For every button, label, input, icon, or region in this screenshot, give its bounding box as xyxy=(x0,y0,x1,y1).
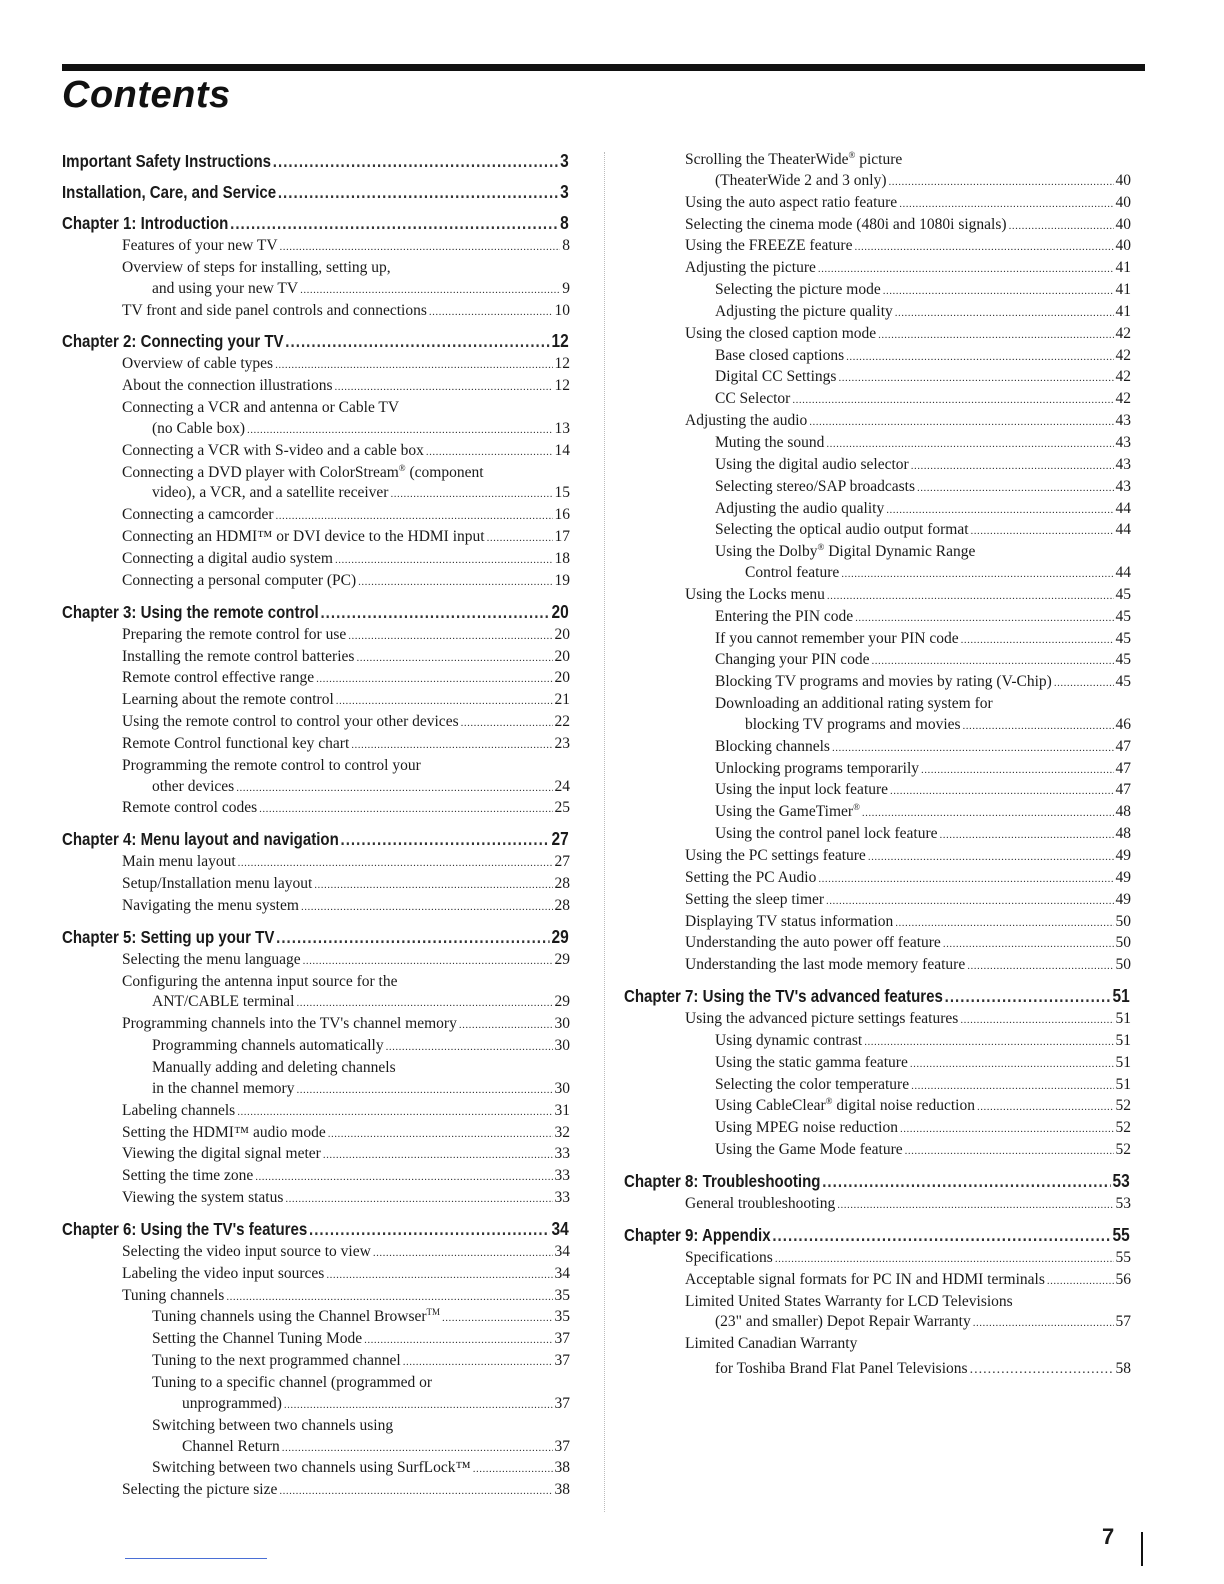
toc-entry[interactable]: Connecting a VCR with S-video and a cable box ..... 14 xyxy=(62,441,570,463)
toc-entry[interactable]: Selecting stereo/SAP broadcasts ..... 43 xyxy=(624,477,1131,499)
toc-entry[interactable]: Connecting a camcorder ..... 16 xyxy=(62,505,570,527)
toc-entry[interactable]: Selecting the picture size ..... 38 xyxy=(62,1480,570,1502)
toc-entry[interactable]: Using CableClear® digital noise reduction ..... 52 xyxy=(624,1096,1131,1118)
toc-entry-text: Connecting a DVD player with ColorStream® (component xyxy=(122,462,484,481)
toc-entry[interactable]: Using the advanced picture settings features ..... 51 xyxy=(624,1009,1131,1031)
toc-entry[interactable]: Preparing the remote control for use ..... 20 xyxy=(62,625,570,647)
toc-entry[interactable]: Selecting the menu language ..... 29 xyxy=(62,950,570,972)
toc-entry[interactable]: Using the control panel lock feature ..... 48 xyxy=(624,824,1131,846)
toc-entry[interactable]: Using MPEG noise reduction ..... 52 xyxy=(624,1118,1131,1140)
toc-entry[interactable]: Remote control codes ..... 25 xyxy=(62,798,570,820)
toc-chapter[interactable]: Chapter 6: Using the TV's features ..... 34 xyxy=(62,1218,569,1241)
toc-entry-text: Overview of steps for installing, setting up, xyxy=(122,258,391,276)
toc-entry[interactable]: Acceptable signal formats for PC IN and HDMI terminals ..... 56 xyxy=(624,1270,1131,1292)
toc-entry[interactable]: Using the digital audio selector ..... 43 xyxy=(624,455,1131,477)
toc-entry[interactable]: for Toshiba Brand Flat Panel Televisions ..... 58 xyxy=(624,1359,1131,1381)
toc-entry-text: Downloading an additional rating system for xyxy=(715,695,993,713)
toc-entry[interactable]: CC Selector ..... 42 xyxy=(624,389,1131,411)
toc-chapter[interactable]: Chapter 2: Connecting your TV ..... 12 xyxy=(62,330,569,353)
footer-rule xyxy=(125,1558,267,1559)
toc-left-column xyxy=(62,150,570,1502)
toc-entry[interactable]: Understanding the last mode memory feature ..... 50 xyxy=(624,955,1131,977)
toc-entry-text: Manually adding and deleting channels xyxy=(152,1059,396,1076)
toc-entry[interactable]: Learning about the remote control ..... 21 xyxy=(62,690,570,712)
toc-entry[interactable]: Using the closed caption mode ..... 42 xyxy=(624,324,1131,346)
toc-entry[interactable]: Setting the sleep timer ..... 49 xyxy=(624,890,1131,912)
toc-entry[interactable]: Digital CC Settings ..... 42 xyxy=(624,367,1131,389)
toc-entry[interactable]: Setting the Channel Tuning Mode ..... 37 xyxy=(62,1329,570,1351)
toc-entry[interactable]: Selecting the picture mode ..... 41 xyxy=(624,280,1131,302)
toc-chapter[interactable]: Chapter 7: Using the TV's advanced features ..... 51 xyxy=(624,985,1130,1008)
toc-entry[interactable]: Installing the remote control batteries ..... 20 xyxy=(62,647,570,669)
toc-entry[interactable]: Remote control effective range ..... 20 xyxy=(62,668,570,690)
toc-entry[interactable]: Selecting the color temperature ..... 51 xyxy=(624,1075,1131,1097)
toc-entry-text: Programming the remote control to control your xyxy=(122,756,421,774)
toc-chapter[interactable]: Chapter 4: Menu layout and navigation ..... 27 xyxy=(62,828,569,851)
toc-entry[interactable]: Remote Control functional key chart ..... 23 xyxy=(62,734,570,756)
toc-entry-text: Tuning to a specific channel (programmed or xyxy=(152,1373,433,1391)
toc-entry[interactable]: (TheaterWide 2 and 3 only) ..... 40 xyxy=(624,171,1131,193)
toc-entry[interactable]: (no Cable box) ..... 13 xyxy=(62,419,570,441)
toc-entry[interactable]: Overview of cable types ..... 12 xyxy=(62,354,570,376)
toc-entry[interactable]: Using the auto aspect ratio feature ..... 40 xyxy=(624,193,1131,215)
header-rule xyxy=(62,64,1145,71)
toc-entry[interactable]: Programming channels into the TV's channel memory ..... 30 xyxy=(62,1014,570,1036)
toc-chapter[interactable]: Chapter 9: Appendix ..... 55 xyxy=(624,1224,1130,1247)
toc-entry[interactable]: Understanding the auto power off feature ..... 50 xyxy=(624,933,1131,955)
toc-entry-text: Switching between two channels using xyxy=(152,1416,394,1434)
toc-entry[interactable]: TV front and side panel controls and connections ..... 10 xyxy=(62,301,570,323)
toc-chapter[interactable]: Chapter 3: Using the remote control ..... 20 xyxy=(62,601,569,624)
toc-entry[interactable]: Viewing the system status ..... 33 xyxy=(62,1188,570,1210)
toc-entry[interactable]: video), a VCR, and a satellite receiver ..... 15 xyxy=(62,483,570,505)
toc-entry[interactable]: Blocking channels ..... 47 xyxy=(624,737,1131,759)
toc-entry[interactable]: Displaying TV status information ..... 50 xyxy=(624,912,1131,934)
toc-entry[interactable]: Base closed captions ..... 42 xyxy=(624,346,1131,368)
toc-entry[interactable]: other devices ..... 24 xyxy=(62,777,570,799)
page-title: Contents xyxy=(62,74,231,116)
toc-entry[interactable]: Features of your new TV ..... 8 xyxy=(62,236,570,258)
toc-entry[interactable]: Changing your PIN code ..... 45 xyxy=(624,650,1131,672)
toc-entry[interactable]: Using the input lock feature ..... 47 xyxy=(624,780,1131,802)
toc-entry[interactable]: Setting the time zone ..... 33 xyxy=(62,1166,570,1188)
toc-entry[interactable]: Setting the HDMI™ audio mode ..... 32 xyxy=(62,1123,570,1145)
toc-entry[interactable]: Selecting the optical audio output format ..... 44 xyxy=(624,520,1131,542)
toc-entry[interactable]: Using the PC settings feature ..... 49 xyxy=(624,846,1131,868)
page-number-rule xyxy=(1141,1532,1143,1566)
toc-entry[interactable]: Connecting a personal computer (PC) ..... 19 xyxy=(62,571,570,593)
toc-entry-text: Configuring the antenna input source for the xyxy=(122,972,398,990)
toc-chapter[interactable]: Chapter 8: Troubleshooting ..... 53 xyxy=(624,1170,1130,1193)
toc-entry[interactable]: Selecting the cinema mode (480i and 1080i signals) ..... 40 xyxy=(624,215,1131,237)
toc-entry[interactable]: Using dynamic contrast ..... 51 xyxy=(624,1031,1131,1053)
toc-entry[interactable]: Using the GameTimer® ..... 48 xyxy=(624,802,1131,824)
toc-entry[interactable]: Navigating the menu system ..... 28 xyxy=(62,896,570,918)
toc-entry[interactable]: General troubleshooting ..... 53 xyxy=(624,1194,1131,1216)
toc-entry[interactable]: blocking TV programs and movies ..... 46 xyxy=(624,715,1131,737)
toc-entry-text: Using the Dolby® Digital Dynamic Range xyxy=(715,542,976,561)
toc-entry[interactable]: Using the FREEZE feature ..... 40 xyxy=(624,236,1131,258)
toc-entry[interactable]: Programming channels automatically ..... 30 xyxy=(62,1036,570,1058)
toc-chapter[interactable]: Important Safety Instructions ..... 3 xyxy=(62,150,569,173)
toc-entry[interactable]: Adjusting the audio ..... 43 xyxy=(624,411,1131,433)
toc-entry[interactable]: (23" and smaller) Depot Repair Warranty ..... 57 xyxy=(624,1312,1131,1334)
toc-entry-text: Scrolling the TheaterWide® picture xyxy=(685,150,903,168)
toc-entry[interactable]: in the channel memory ..... 30 xyxy=(62,1079,570,1101)
toc-entry-text: Limited Canadian Warranty xyxy=(685,1335,858,1353)
toc-entry[interactable]: Adjusting the picture quality ..... 41 xyxy=(624,302,1131,324)
toc-entry[interactable]: Selecting the video input source to view ..... 34 xyxy=(62,1242,570,1264)
page-number: 7 xyxy=(1102,1524,1115,1549)
toc-entry[interactable]: Blocking TV programs and movies by rating (V-Chip) ..... 45 xyxy=(624,672,1131,694)
toc-entry[interactable]: Labeling the video input sources ..... 34 xyxy=(62,1264,570,1286)
toc-entry[interactable]: and using your new TV ..... 9 xyxy=(62,279,570,301)
toc-entry[interactable]: Connecting a digital audio system ..... 18 xyxy=(62,549,570,571)
toc-entry[interactable]: Setting the PC Audio ..... 49 xyxy=(624,868,1131,890)
toc-chapter[interactable]: Chapter 1: Introduction ..... 8 xyxy=(62,212,569,235)
toc-entry[interactable]: Specifications ..... 55 xyxy=(624,1248,1131,1270)
toc-entry[interactable]: Setup/Installation menu layout ..... 28 xyxy=(62,874,570,896)
toc-entry[interactable]: Tuning channels ..... 35 xyxy=(62,1286,570,1308)
toc-entry[interactable]: Control feature ..... 44 xyxy=(624,563,1131,585)
toc-entry[interactable]: Using the Locks menu ..... 45 xyxy=(624,585,1131,607)
toc-entry[interactable]: Using the remote control to control your other devices ..... 22 xyxy=(62,712,570,734)
toc-entry[interactable]: Switching between two channels using SurfLock™ ..... 38 xyxy=(62,1458,570,1480)
toc-entry[interactable]: Viewing the digital signal meter ..... 33 xyxy=(62,1144,570,1166)
toc-entry[interactable]: Using the static gamma feature ..... 51 xyxy=(624,1053,1131,1075)
toc-entry[interactable]: Unlocking programs temporarily ..... 47 xyxy=(624,759,1131,781)
toc-entry[interactable]: Adjusting the picture ..... 41 xyxy=(624,258,1131,280)
toc-entry[interactable]: Using the Game Mode feature ..... 52 xyxy=(624,1140,1131,1162)
toc-entry[interactable]: Entering the PIN code ..... 45 xyxy=(624,607,1131,629)
toc-entry[interactable]: ANT/CABLE terminal ..... 29 xyxy=(62,992,570,1014)
toc-chapter[interactable]: Installation, Care, and Service ..... 3 xyxy=(62,181,569,204)
toc-entry[interactable]: Muting the sound ..... 43 xyxy=(624,433,1131,455)
toc-right-column xyxy=(624,150,1131,1381)
toc-entry[interactable]: About the connection illustrations ..... 12 xyxy=(62,376,570,398)
toc-chapter[interactable]: Chapter 5: Setting up your TV ..... 29 xyxy=(62,926,569,949)
toc-entry[interactable]: Main menu layout ..... 27 xyxy=(62,852,570,874)
toc-entry[interactable]: If you cannot remember your PIN code ..... 45 xyxy=(624,629,1131,651)
toc-entry-text: Connecting a VCR and antenna or Cable TV xyxy=(122,399,400,417)
toc-entry[interactable]: Connecting an HDMI™ or DVI device to the HDMI input ..... 17 xyxy=(62,527,570,549)
toc-entry[interactable]: Labeling channels ..... 31 xyxy=(62,1101,570,1123)
column-divider xyxy=(604,152,606,1512)
toc-entry-text: Limited United States Warranty for LCD Televisions xyxy=(685,1292,1013,1310)
toc-entry[interactable]: Tuning channels using the Channel Browser™ ..... 35 xyxy=(62,1307,570,1329)
toc-entry[interactable]: unprogrammed) ..... 37 xyxy=(62,1394,570,1416)
toc-entry[interactable]: Tuning to the next programmed channel ..... 37 xyxy=(62,1351,570,1373)
toc-entry[interactable]: Adjusting the audio quality ..... 44 xyxy=(624,499,1131,521)
toc-entry[interactable]: Channel Return ..... 37 xyxy=(62,1437,570,1459)
